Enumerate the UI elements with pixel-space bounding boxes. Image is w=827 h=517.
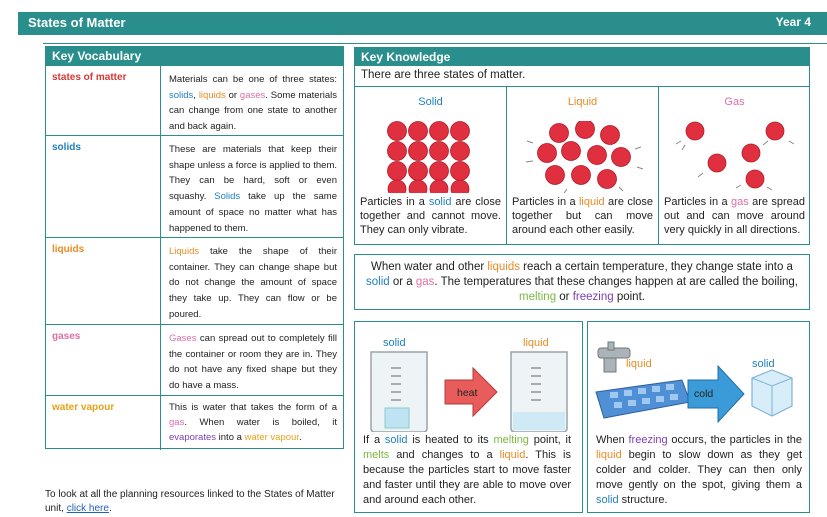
state-column-liquid — [507, 87, 658, 244]
vocab-row — [46, 237, 343, 325]
vocab-term: gases — [52, 331, 81, 342]
beaker-icon — [511, 352, 567, 432]
state-description: Particles in a liquid are close together but can move around each other easily. — [512, 196, 653, 236]
before-label: liquid — [626, 358, 652, 370]
vocab-definition: Materials can be one of three states: solids, liquids or gases. Some materials can change from one state to another and back again. — [169, 74, 337, 133]
state-title: Liquid — [567, 96, 598, 108]
vocab-definition: Gases can spread out to completely fill the container or room they are in. They do not have any fixed shape but they do have a mass. — [169, 333, 337, 392]
vocab-term: solids — [52, 142, 81, 153]
freezing-panel — [587, 321, 810, 513]
vocab-row — [46, 65, 343, 136]
beaker-icon — [371, 352, 427, 432]
divider — [43, 43, 827, 44]
vocab-row — [46, 324, 343, 396]
vocab-row — [46, 135, 343, 238]
state-column-solid — [355, 87, 506, 244]
vocab-definition: This is water that takes the form of a gas. When water is boiled, it evaporates into a water vapour. — [169, 402, 337, 443]
state-description: Particles in a solid are close together and cannot move. They can only vibrate. — [360, 196, 501, 236]
after-label: liquid — [523, 337, 549, 349]
gas-particles-image — [659, 121, 810, 193]
state-description: Particles in a gas are spread out and can move around very quickly in all directions. — [664, 196, 805, 236]
click-here-link[interactable]: click here — [66, 503, 109, 514]
vocabulary-heading: Key Vocabulary — [46, 47, 343, 65]
melting-description: If a solid is heated to its melting point, it melts and changes to a liquid. This is because the particles start to move faster and faster until they are able to move over and around each other. — [363, 434, 572, 506]
year-label: Year 4 — [775, 15, 811, 29]
vocab-row — [46, 395, 343, 450]
state-title: Gas — [724, 96, 745, 108]
vocabulary-table — [45, 46, 344, 449]
vocab-term: water vapour — [52, 402, 115, 413]
freezing-description: When freezing occurs, the particles in the liquid begin to slow down as they get colder and colder. They can then only move gently on the spot, giving them a solid structure. — [596, 434, 802, 506]
vocab-term: states of matter — [52, 72, 127, 83]
key-knowledge-intro: There are three states of matter. — [361, 69, 526, 81]
change-of-state-box: When water and other liquids reach a certain temperature, they change state into a solid or a gas. The temperatures that these changes happen at are called the boiling, melting or freezing point. — [354, 254, 810, 310]
page-title: States of Matter — [28, 15, 126, 30]
state-column-gas — [659, 87, 810, 244]
after-label: solid — [752, 358, 775, 370]
cold-label: cold — [694, 388, 714, 400]
freezing-illustration — [594, 340, 804, 432]
before-label: solid — [383, 337, 406, 349]
ice-tray-icon — [596, 380, 690, 418]
vocab-term: liquids — [52, 244, 85, 255]
key-knowledge-box — [354, 47, 810, 245]
vocab-definition: Liquids take the shape of their container. They can change shape but do not change the amount of space they take up. They can flow or be poured. — [169, 246, 337, 320]
state-title: Solid — [418, 96, 443, 108]
heat-label: heat — [457, 387, 478, 399]
vocab-definition: These are materials that keep their shape unless a force is applied to them. They can be hard, soft or even squashy. Solids take up the same amount of space no matter what has happened to them. — [169, 144, 337, 234]
ice-cube-icon — [752, 370, 792, 416]
footer-note: To look at all the planning resources linked to the States of Matter unit, click here. — [45, 489, 335, 514]
key-knowledge-heading: Key Knowledge — [355, 48, 809, 66]
liquid-particles-image — [507, 121, 658, 193]
melting-panel — [354, 321, 583, 513]
page-header — [18, 12, 827, 35]
solid-particles-image — [355, 121, 506, 193]
tap-icon — [598, 342, 630, 372]
